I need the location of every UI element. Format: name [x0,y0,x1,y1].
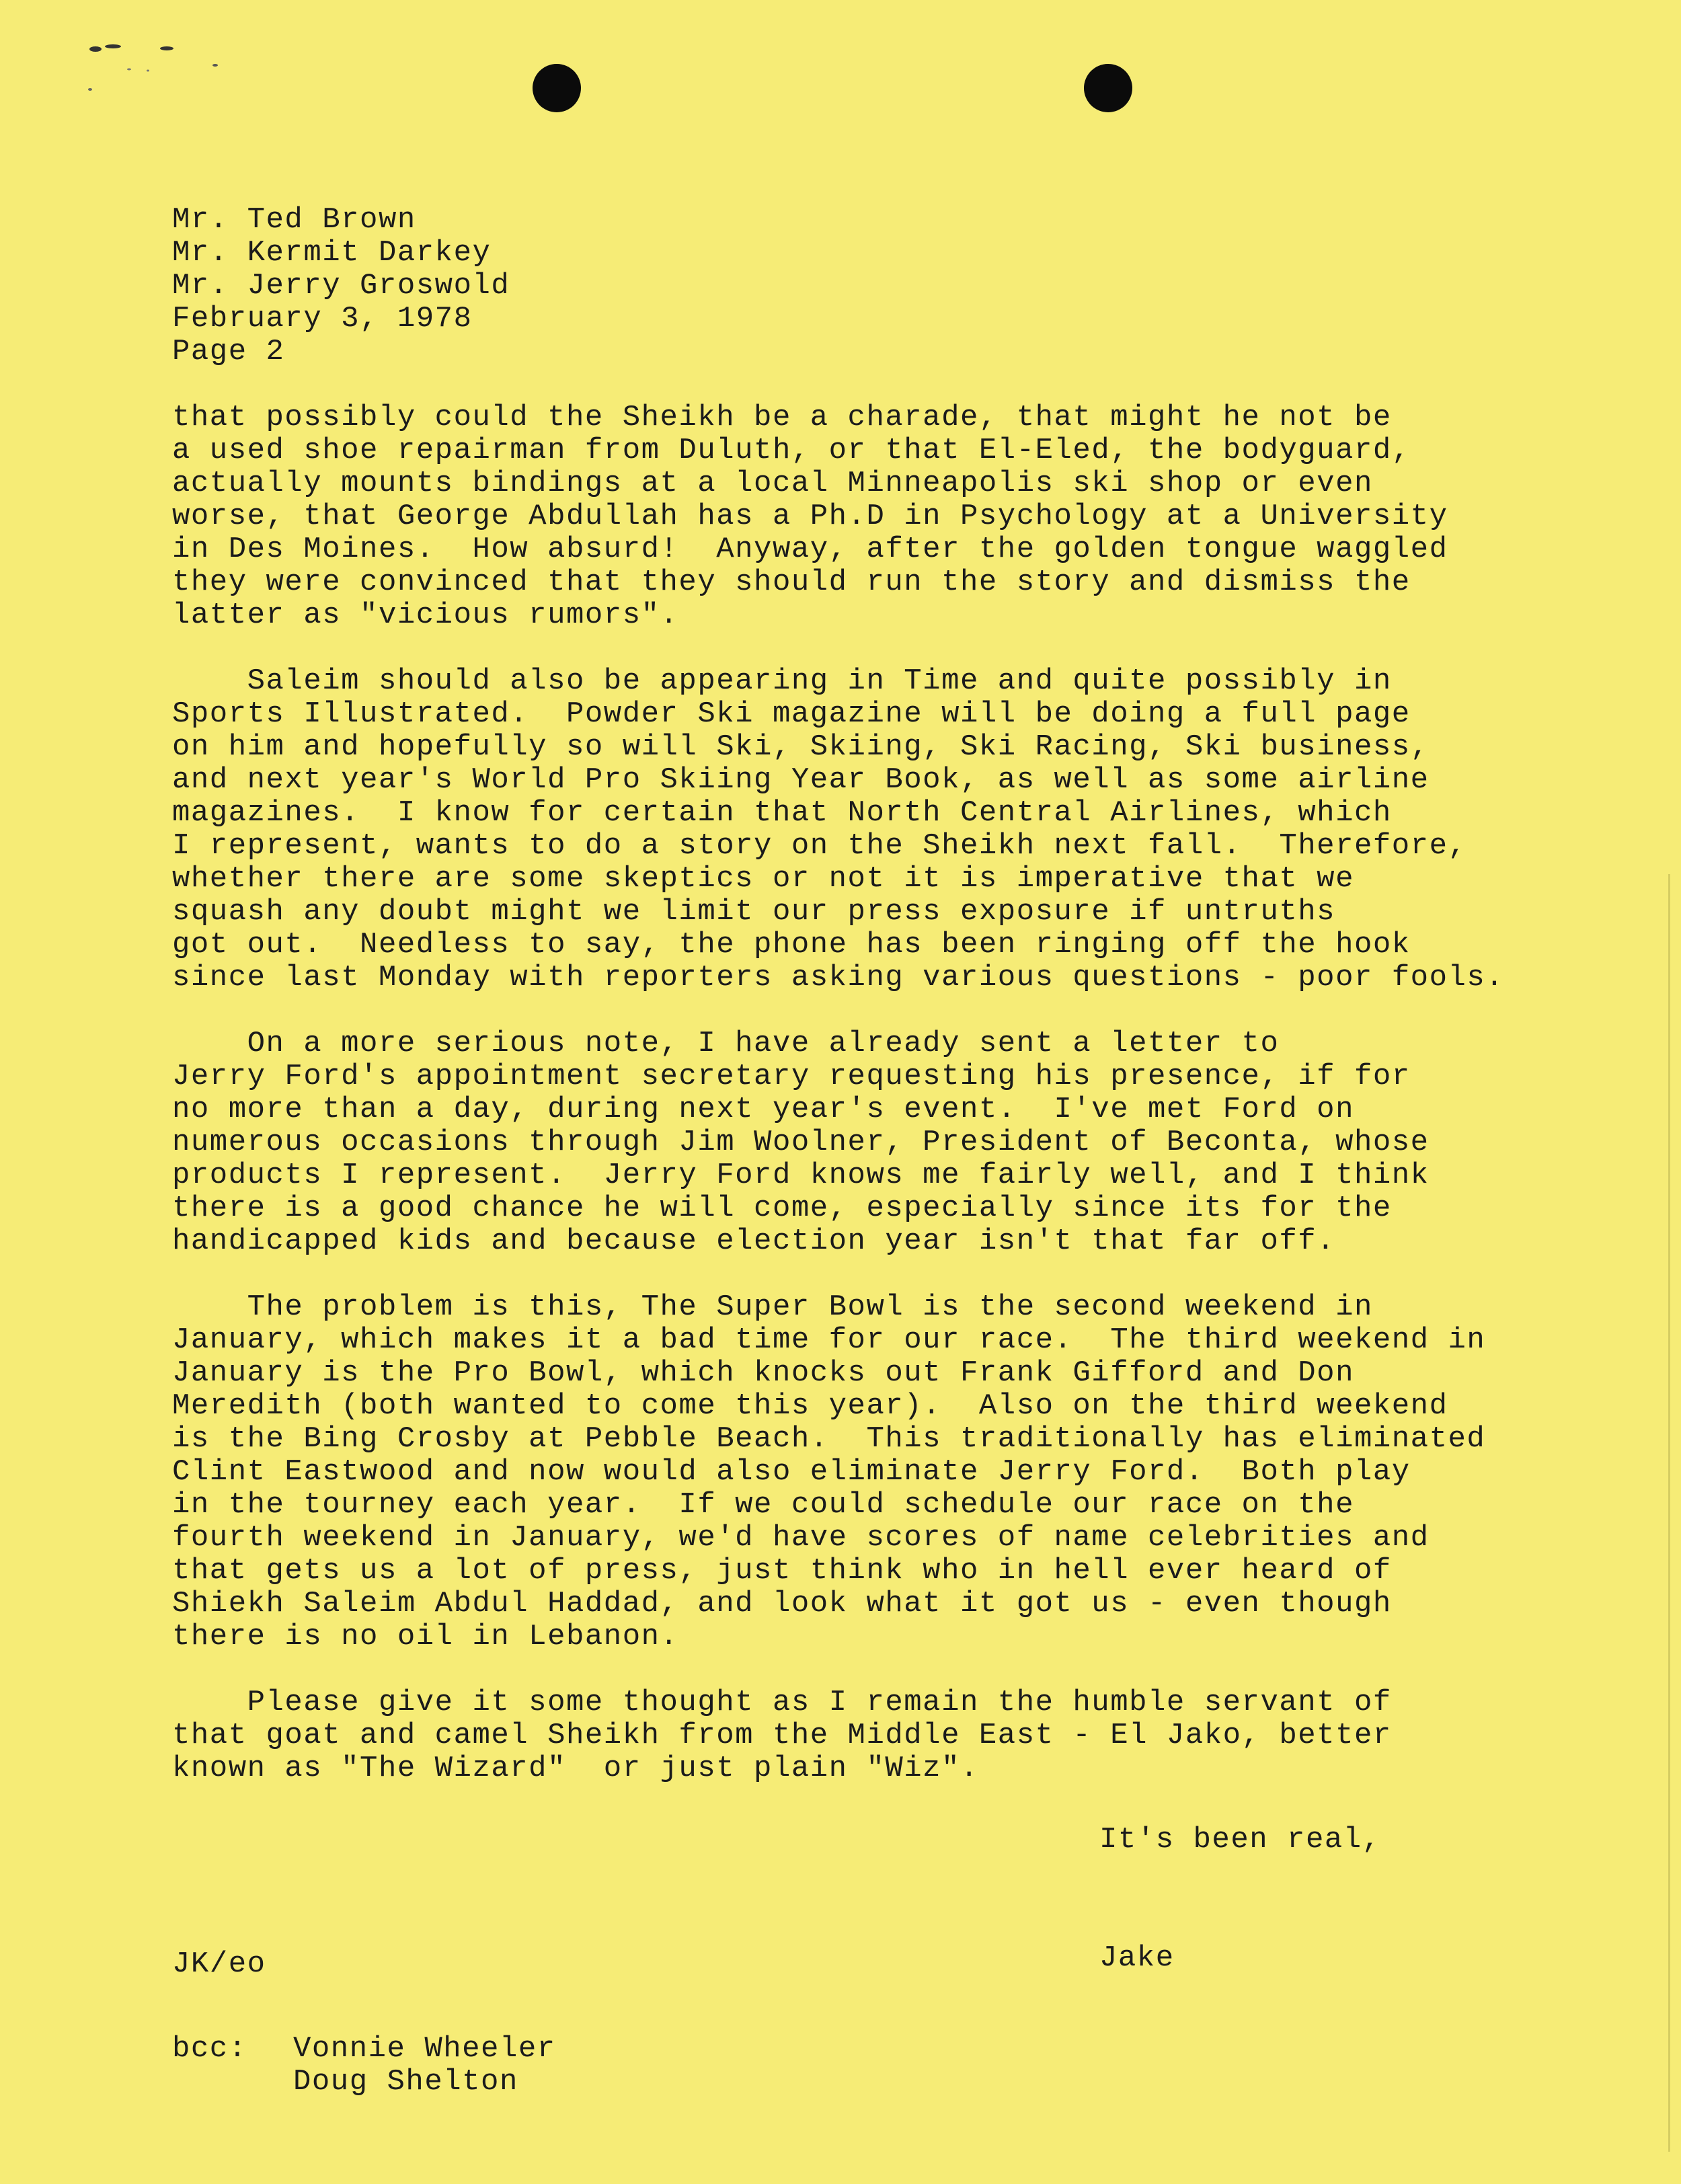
text-line: since last Monday with reporters asking various questions - poor fools. [172,961,1505,994]
text-line: a used shoe repairman from Duluth, or that El-Eled, the bodyguard, [172,434,1411,467]
letter-date: February 3, 1978 [172,302,473,336]
text-line: is the Bing Crosby at Pebble Beach. This traditionally has eliminated [172,1422,1486,1456]
text-line: no more than a day, during next year's event. I've met Ford on [172,1093,1354,1126]
body-paragraph [172,1686,1625,1785]
text-line: I represent, wants to do a story on the Sheikh next fall. Therefore, [172,829,1467,863]
text-line: magazines. I know for certain that North Central Airlines, which [172,796,1392,830]
text-line: whether there are some skeptics or not it is imperative that we [172,862,1354,896]
text-line: Meredith (both wanted to come this year). Also on the third weekend [172,1389,1448,1423]
text-line: known as "The Wizard" or just plain "Wiz". [172,1752,979,1785]
body-paragraph [172,1291,1625,1653]
recipient-line: Mr. Kermit Darkey [172,236,492,270]
text-line: worse, that George Abdullah has a Ph.D in Psychology at a University [172,500,1448,533]
text-line: January is the Pro Bowl, which knocks out Frank Gifford and Don [172,1356,1354,1390]
bcc-name: Doug Shelton [293,2065,518,2099]
text-line: January, which makes it a bad time for our race. The third weekend in [172,1323,1486,1357]
bcc-label: bcc: [172,2032,247,2066]
punch-hole-right [1084,64,1132,112]
text-line: Saleim should also be appearing in Time and quite possibly in [172,664,1392,698]
body-paragraph [172,401,1625,632]
text-line: Shiekh Saleim Abdul Haddad, and look what it got us - even though [172,1587,1392,1621]
text-line: The problem is this, The Super Bowl is the second weekend in [172,1290,1373,1324]
text-line: fourth weekend in January, we'd have scores of name celebrities and [172,1521,1430,1555]
text-line: they were convinced that they should run the story and dismiss the [172,566,1411,599]
text-line: in Des Moines. How absurd! Anyway, after the golden tongue waggled [172,533,1448,566]
punch-hole-left [533,64,581,112]
typist-initials: JK/eo [172,1947,266,1981]
text-line: that goat and camel Sheikh from the Middle East - El Jako, better [172,1719,1392,1752]
closing-line: It's been real, [1099,1823,1381,1857]
text-line: that possibly could the Sheikh be a charade, that might he not be [172,401,1392,434]
text-line: handicapped kids and because election year isn't that far off. [172,1224,1336,1258]
text-line: Clint Eastwood and now would also eliminate Jerry Ford. Both play [172,1455,1411,1489]
text-line: Please give it some thought as I remain the humble servant of [172,1686,1392,1719]
recipient-line: Mr. Jerry Groswold [172,269,510,303]
text-line: got out. Needless to say, the phone has been ringing off the hook [172,928,1411,962]
text-line: actually mounts bindings at a local Minneapolis ski shop or even [172,467,1373,500]
paper-specks [81,37,256,98]
text-line: there is a good chance he will come, especially since its for the [172,1192,1392,1225]
text-line: that gets us a lot of press, just think who in hell ever heard of [172,1554,1392,1588]
page-edge-shadow [1668,874,1670,2152]
signature-name: Jake [1099,1941,1175,1975]
recipient-line: Mr. Ted Brown [172,203,416,237]
letter-header [172,204,1181,368]
text-line: Jerry Ford's appointment secretary requesting his presence, if for [172,1060,1411,1093]
text-line: On a more serious note, I have already sent a letter to [172,1027,1280,1060]
text-line: there is no oil in Lebanon. [172,1620,679,1653]
body-paragraph [172,1027,1625,1258]
text-line: in the tourney each year. If we could schedule our race on the [172,1488,1354,1522]
text-line: on him and hopefully so will Ski, Skiing, Ski Racing, Ski business, [172,730,1430,764]
page-number: Page 2 [172,335,285,368]
text-line: numerous occasions through Jim Woolner, President of Beconta, whose [172,1126,1430,1159]
text-line: Sports Illustrated. Powder Ski magazine will be doing a full page [172,697,1411,731]
letter-body [172,401,1625,1818]
bcc-block [172,2033,979,2099]
text-line: and next year's World Pro Skiing Year Book, as well as some airline [172,763,1430,797]
text-line: squash any doubt might we limit our press exposure if untruths [172,895,1336,929]
text-line: products I represent. Jerry Ford knows me fairly well, and I think [172,1159,1430,1192]
text-line: latter as "vicious rumors". [172,598,679,632]
bcc-name: Vonnie Wheeler [293,2032,556,2066]
body-paragraph [172,665,1625,994]
